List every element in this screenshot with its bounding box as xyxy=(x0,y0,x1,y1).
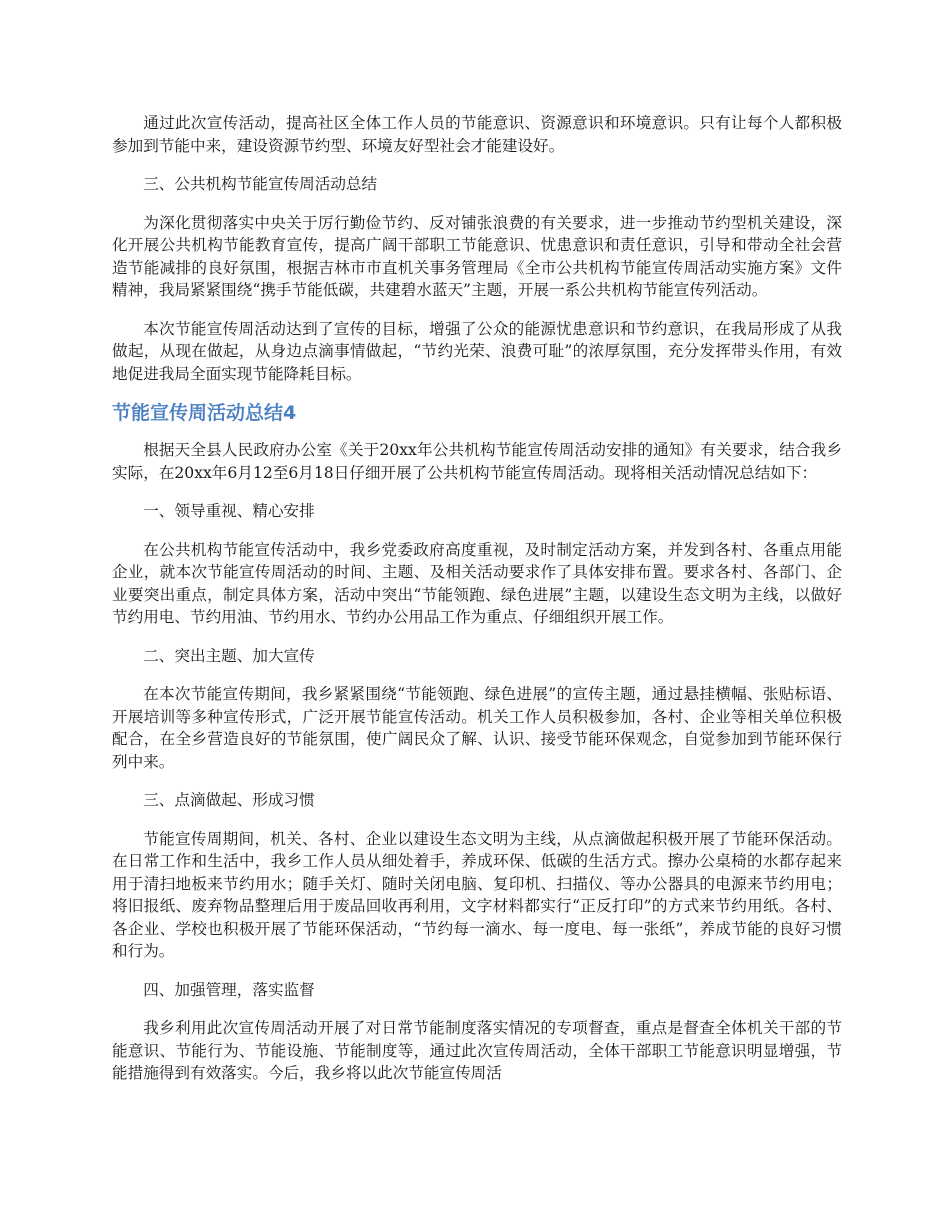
section-title: 二、突出主题、加大宣传 xyxy=(143,646,315,665)
paragraph: 为深化贯彻落实中央关于厉行勤俭节约、反对铺张浪费的有关要求，进一步推动节约型机关建设，深化开展公共机构节能教育宣传，提高广阔干部职工节能意识、忧患意识和责任意识，引导和带动全社会营造节能减排的良好氛围，根据吉林市市直机关事务管理局《全市公共机构节能宣传周活动实施方案》文件精神，我局紧紧围绕“携手节能低碳，共建碧水蓝天”主题，开展一系公共机构节能宣传列活动。 xyxy=(112,213,842,299)
paragraph: 我乡利用此次宣传周活动开展了对日常节能制度落实情况的专项督查，重点是督查全体机关干部的节能意识、节能行为、节能设施、节能制度等，通过此次宣传周活动，全体干部职工节能意识明显增强，节能措施得到有效落实。今后，我乡将以此次节能宣传周活 xyxy=(112,1019,842,1082)
paragraph: 节能宣传周期间，机关、各村、企业以建设生态文明为主线，从点滴做起积极开展了节能环保活动。在日常工作和生活中，我乡工作人员从细处着手，养成环保、低碳的生活方式。擦办公桌椅的水都存起来用于清扫地板来节约用水；随手关灯、随时关闭电脑、复印机、扫描仪、等办公器具的电源来节约用电；将旧报纸、废弃物品整理后用于废品回收再利用，文字材料都实行“正反打印”的方式来节约用纸。各村、各企业、学校也积极开展了节能环保活动，“节约每一滴水、每一度电、每一张纸”，养成节能的良好习惯和行为。 xyxy=(112,829,842,960)
paragraph: 本次节能宣传周活动达到了宣传的目标，增强了公众的能源忧患意识和节约意识，在我局形成了从我做起，从现在做起，从身边点滴事情做起，“节约光荣、浪费可耻”的浓厚氛围，充分发挥带头作用，有效地促进我局全面实现节能降耗目标。 xyxy=(112,319,842,383)
section-title: 三、公共机构节能宣传周活动总结 xyxy=(143,175,378,193)
paragraph: 在本次节能宣传期间，我乡紧紧围绕“节能领跑、绿色进展”的宣传主题，通过悬挂横幅、张贴标语、开展培训等多种宣传形式，广泛开展节能宣传活动。机关工作人员积极参加，各村、企业等相关单位积极配合，在全乡营造良好的节能氛围，使广阔民众了解、认识、接受节能环保观念，自觉参加到节能环保行列中来。 xyxy=(112,685,842,771)
document-page xyxy=(112,112,842,1101)
section-title: 四、加强管理，落实监督 xyxy=(143,980,315,999)
paragraph: 在公共机构节能宣传活动中，我乡党委政府高度重视，及时制定活动方案，并发到各村、各重点用能企业，就本次节能宣传周活动的时间、主题、及相关活动要求作了具体安排布置。要求各村、各部门、企业要突出重点，制定具体方案，活动中突出“节能领跑、绿色进展”主题，以建设生态文明为主线，以做好节约用电、节约用油、节约用水、节约办公用品工作为重点、仔细组织开展工作。 xyxy=(112,540,842,626)
paragraph: 根据天全县人民政府办公室《关于20xx年公共机构节能宣传周活动安排的通知》有关要求，结合我乡实际，在20xx年6月12至6月18日仔细开展了公共机构节能宣传周活动。现将相关活动情况总结如下： xyxy=(112,441,842,482)
section-title: 三、点滴做起、形成习惯 xyxy=(143,791,315,809)
section-heading: 节能宣传周活动总结4 xyxy=(112,402,297,424)
paragraph: 通过此次宣传活动，提高社区全体工作人员的节能意识、资源意识和环境意识。只有让每个人都积极参加到节能中来，建设资源节约型、环境友好型社会才能建设好。 xyxy=(112,114,842,155)
section-title: 一、领导重视、精心安排 xyxy=(143,502,315,520)
